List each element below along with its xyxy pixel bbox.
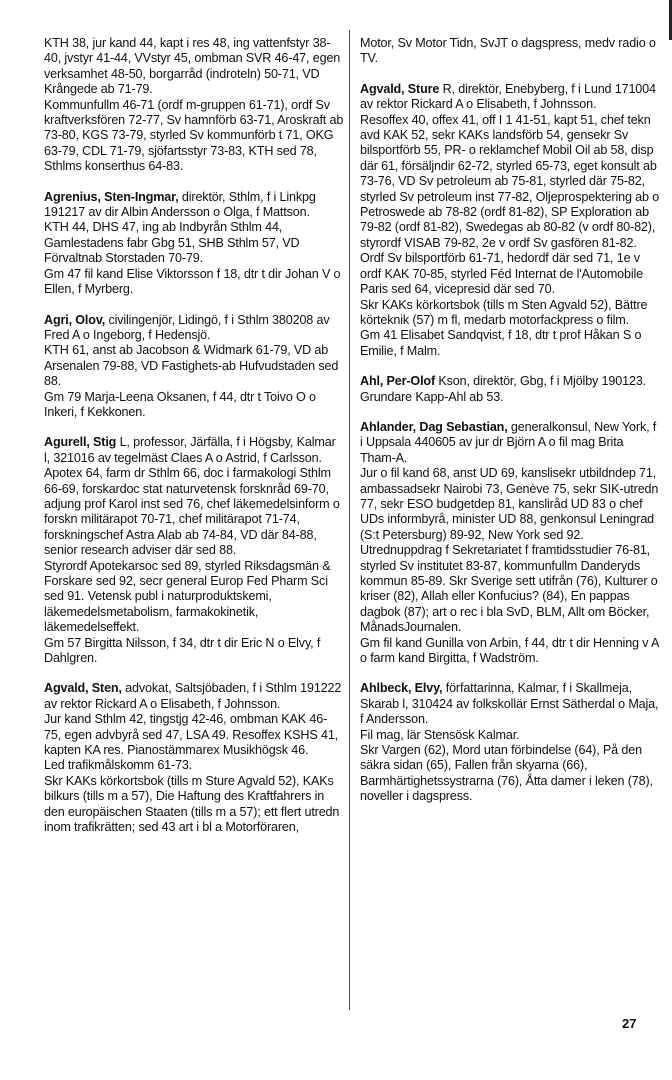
entry-continued [44,36,344,175]
right-column [360,36,660,820]
entry-agri [44,313,344,421]
entry-intro: författarinna, Kalmar, f i Skallmeja, Skarab l, 310424 av folkskollär Ernst Sätherdal o Maja, f Andersson. [360,681,659,727]
entry-ahl [360,374,660,405]
entry-paragraph: Gm 79 Marja-Leena Oksanen, f 44, dtr t Toivo O o Inkeri, f Kekkonen. [44,389,316,419]
entry-name: Ahl, Per-Olof [360,374,436,389]
entry-paragraph: Motor, Sv Motor Tidn, SvJT o dagspress, medv radio o TV. [360,36,656,66]
entry-heading [44,313,344,344]
column-divider [349,30,350,1010]
entry-agrenius [44,190,344,298]
entry-paragraph: Gm fil kand Gunilla von Arbin, f 44, dtr t dir Henning v A o farm kand Birgitta, f Wadström. [360,635,659,666]
entry-intro: advokat, Saltsjöbaden, f i Sthlm 191222 av rektor Rickard A o Elisabeth, f Johnsson. [44,681,342,711]
entry-intro: direktör, Sthlm, f i Linkpg 191217 av dir Albin Andersson o Olga, f Mattson. [44,189,316,220]
entry-paragraph: Apotex 64, farm dr Sthlm 66, doc i farmakologi Sthlm 66-69, forskardoc stat naturvetensk forsknråd 69-70, adjung prof Karol inst sed 76, chef läkemedelsinform o forskn militärapot 70-71, chef militärapot 71-74, forskningschef Astra Alab ab 74-84, VD där 84-88, senior research adviser där sed 88. [44,466,340,558]
entry-name: Agvald, Sten, [44,681,122,696]
entry-paragraph: KTH 38, jur kand 44, kapt i res 48, ing vattenfstyr 38-40, jvstyr 41-44, VVstyr 45, ombman SVR 46-47, egen verksamhet 48-50, borgarråd (indroteln) 50-71, VD Krångede ab 71-79. [44,36,341,97]
left-column [44,36,344,851]
entry-ahlander [360,420,660,667]
entry-heading [360,681,660,727]
entry-intro: L, professor, Järfälla, f i Högsby, Kalmar l, 321016 av tegelmäst Claes A o Astrid, f Carlsson. [44,435,336,465]
entry-name: Ahlbeck, Elvy, [360,681,443,696]
entry-paragraph: Jur o fil kand 68, anst UD 69, kanslisekr utbildndep 71, ambassadsekr Nairobi 73, Genève 75, sekr SIK-utredn 77, sekr ESO budgetdep 81, kanslіråd UD 83 o chef UDs informbyrå, minister UD 88, genkonsul Leningrad (S:t Petersburg) 89-92, New York sed 92. [360,466,659,542]
entry-intro: civilingenjör, Lidingö, f i Sthlm 380208 av Fred A o Ingeborg, f Hedensjö. [44,312,330,342]
entry-name: Agrenius, Sten-Ingmar, [44,189,179,204]
entry-paragraph: Ordf Sv bilsportförb 61-71, hedordf där sed 71, 1e v ordf KAK 70-85, styrled Féd Internat de l'Automobile Paris sed 64, vicepresid där sed 70. [360,251,644,297]
entry-heading [44,435,344,466]
entry-paragraph: Styrordf Apotekarsoc sed 89, styrled Riksdagsmän & Forskare sed 92, secr general Europ Fed Pharm Sci sed 91. Vetensk publ i naturproduktskemi, läkemedelsmetabolism, farmakokinetik, läkemedelseffekt. [44,558,331,635]
page-number: 27 [622,1016,637,1031]
entry-paragraph: Led trafikmålskomm 61-73. [44,758,193,773]
entry-paragraph: KTH 44, DHS 47, ing ab Indbyrån Sthlm 44, Gamlestadens fabr Gbg 51, SHB Sthlm 57, VD Förvaltnab Storstaden 70-79. [44,220,300,266]
entry-name: Agurell, Stig [44,435,117,450]
entry-agvald-sten [44,681,344,835]
entry-intro: Kson, direktör, Gbg, f i Mjölby 190123. [435,374,647,389]
entry-name: Ahlander, Dag Sebastian, [360,419,508,434]
entry-paragraph: Fil mag, lär Stensösk Kalmar. [360,727,520,742]
entry-ahlbeck [360,681,660,804]
entry-paragraph: Resoffex 40, offex 41, off I 1 41-51, kapt 51, chef tekn avd KAK 52, sekr KAKs landsförb 54, gensekr Sv bilsportförb 55, PR- o reklamchef Mobil Oil ab 58, disp där 61, försäljndir 62-72, styrled 65-73, eget konsult ab 73-76, VD Sv petroleum ab 75-81, styrled där 75-82, styrled Sv petroleum inst 77-82, Oljeprospektering ab o Petroswede ab 78-82 (ordf 81-82), SP Exploration ab 79-82 (ordf 81-82), Swedegas ab 80-82 (v ordf 80-82), styrordf VISAB 79-82, 2e v ordf Sv gasfören 81-82. [360,112,660,250]
entry-name: Agri, Olov, [44,312,106,327]
entry-paragraph: Jur kand Sthlm 42, tingstjg 42-46, ombman KAK 46-75, egen advbyrå sed 47, LSA 49. Resoffex KSHS 41, kapten KA res. Pianostämmarex Musikhögsk 46. [44,712,339,758]
entry-heading [360,374,660,389]
entry-paragraph: Gm 41 Elisabet Sandqvist, f 18, dtr t prof Håkan S o Emilie, f Malm. [360,328,642,358]
entry-intro: R, direktör, Enebyberg, f i Lund 171004 av rektor Rickard A o Elisabeth, f Johnsson. [360,81,656,112]
entry-heading [360,420,660,466]
entry-paragraph: Utrednuppdrag f Sekretariatet f framtidsstudier 76-81, styrled Sv institutet 83-87, kommunfullm Danderyds kommun 85-89. Skr Sverige sett utifrån (76), Kulturer o kriser (82), Allah eller Konfucius? (84), En pappas dagbok (87); art o rec i bla SvD, BLM, Allt om Böcker, MånadsJournalen. [360,543,658,635]
entry-heading [44,190,344,221]
entry-heading [44,681,344,712]
entry-heading [360,82,660,113]
entry-continued [360,36,660,67]
entry-paragraph: Kommunfullm 46-71 (ordf m-gruppen 61-71), ordf Sv kraftverksfören 72-77, Sv hamnförb 63-71, Aroskraft ab 73-80, KGS 73-79, styrled Sv kommunförb t 71, OKG 63-79, CDL 71-79, sjöfartsstyr 73-83, KTH sed 78, Sthlms konserthus 64-83. [44,97,344,174]
entry-paragraph: KTH 61, anst ab Jacobson & Widmark 61-79, VD ab Arsenalen 79-88, VD Fastighets-ab Hufvudstaden sed 88. [44,343,339,389]
entry-paragraph: Grundare Kapp-Ahl ab 53. [360,389,504,404]
entry-agvald-sture [360,82,660,359]
entry-paragraph: Skr KAKs körkortsbok (tills m Sture Agvald 52), KAKs bilkurs (tills m a 57), Die Haftung des Kraftfahrers in den europäischen Staaten (tills m a 57); ett flert utredn inom trafikrätten; sed 43 art i bl a Motorföraren, [44,773,340,835]
entry-paragraph: Skr Vargen (62), Mord utan förbindelse (64), På den säkra sidan (65), Fallen från skyarna (66), Barmhärtighetssystrarna (76), Åtta damer i leken (78), noveller i dagspress. [360,743,653,804]
entry-name: Agvald, Sture [360,81,440,96]
entry-agurell [44,435,344,666]
entry-paragraph: Skr KAKs körkortsbok (tills m Sten Agvald 52), Bättre körteknik (57) m fl, medarb motorfackpress o film. [360,297,648,327]
entry-intro: generalkonsul, New York, f i Uppsala 440605 av jur dr Björn A o fil mag Brita Tham-A. [360,419,657,465]
entry-paragraph: Gm 57 Birgitta Nilsson, f 34, dtr t dir Eric N o Elvy, f Dahlgren. [44,635,321,666]
entry-paragraph: Gm 47 fil kand Elise Viktorsson f 18, dtr t dir Johan V o Ellen, f Myrberg. [44,266,341,297]
